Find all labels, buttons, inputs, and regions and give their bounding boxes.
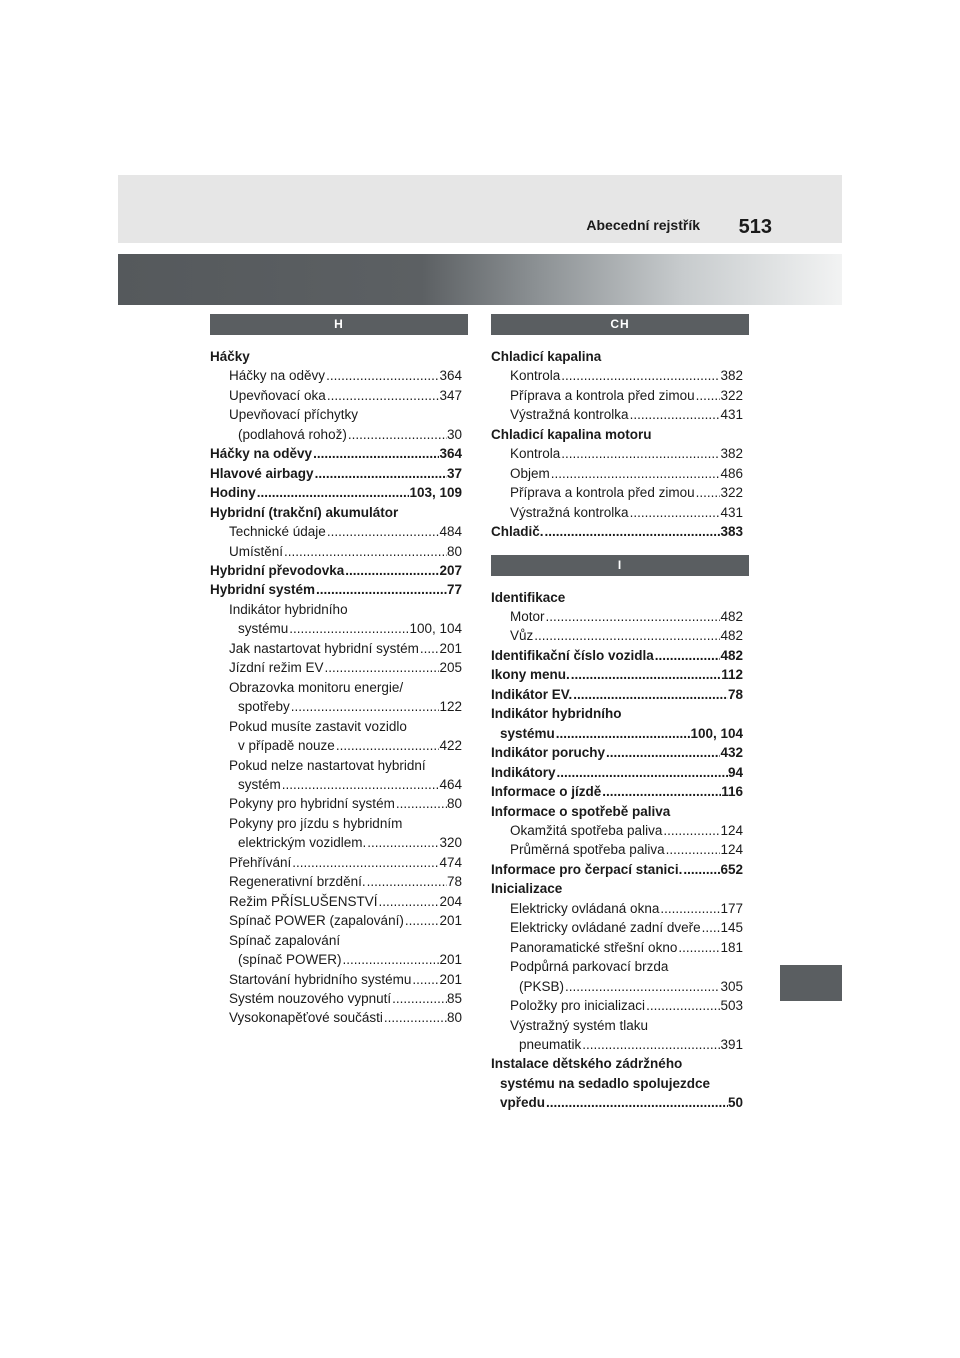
index-entry[interactable] [491, 860, 749, 879]
dot-leader [545, 607, 721, 626]
entry-label: Panoramatické střešní okno [510, 939, 678, 955]
section-spacer [491, 542, 749, 555]
index-entry[interactable] [210, 639, 468, 658]
dot-leader [556, 763, 728, 782]
dot-leader [256, 483, 410, 502]
entry-label: Hybridní (trakční) akumulátor [210, 504, 399, 520]
dot-leader [677, 938, 720, 957]
index-entry[interactable] [491, 1074, 749, 1093]
index-entry[interactable] [210, 833, 468, 852]
dot-leader [347, 425, 447, 444]
page-reference: 80 [446, 796, 462, 812]
entry-label: Inicializace [491, 881, 563, 897]
index-entry[interactable] [210, 425, 468, 444]
entry-label: Okamžitá spotřeba paliva [510, 822, 663, 838]
index-entry[interactable] [210, 503, 468, 522]
page-reference: 78 [446, 874, 462, 890]
page-reference: 100, 104 [409, 621, 462, 637]
entry-label: Pokyny pro hybridní systém [229, 796, 395, 812]
entry-label: Hlavové airbagy [210, 465, 314, 481]
entry-label: Instalace dětského zádržného [491, 1056, 683, 1072]
entry-label: Přehřívání [229, 854, 292, 870]
entry-label: Identifikační číslo vozidla [491, 647, 654, 663]
dot-leader [570, 665, 721, 684]
entry-label: Spínač POWER (zapalování) [229, 913, 404, 929]
index-entry[interactable] [491, 763, 749, 782]
dot-leader [662, 821, 720, 840]
entry-label: systému [238, 621, 289, 637]
index-column-right [491, 314, 749, 1113]
dot-leader [291, 853, 439, 872]
dot-leader [701, 918, 721, 937]
entry-label: Informace pro čerpací stanici. [491, 861, 683, 877]
index-entry[interactable] [491, 802, 749, 821]
dot-leader [281, 775, 440, 794]
page-reference: 207 [439, 562, 462, 578]
dot-leader [419, 639, 440, 658]
dot-leader [695, 386, 721, 405]
index-entry[interactable] [491, 444, 749, 463]
entry-label: Výstražný systém tlaku [510, 1017, 649, 1033]
index-entry[interactable] [491, 996, 749, 1015]
index-entry[interactable] [210, 717, 468, 736]
entry-label: Technické údaje [229, 524, 326, 540]
page-reference: 383 [720, 524, 743, 540]
dot-leader [314, 464, 447, 483]
entry-label: Příprava a kontrola před zimou [510, 485, 695, 501]
entry-label: Výstražná kontrolka [510, 407, 629, 423]
index-entry[interactable] [210, 697, 468, 716]
index-entry[interactable] [210, 794, 468, 813]
index-entry[interactable] [491, 464, 749, 483]
page-reference: 85 [446, 990, 462, 1006]
dot-leader [572, 685, 728, 704]
entry-label: Hybridní převodovka [210, 562, 345, 578]
index-entry[interactable] [491, 782, 749, 801]
dot-leader [326, 386, 440, 405]
dot-leader [378, 892, 440, 911]
entry-label: Upevňovací příchytky [229, 407, 359, 423]
entry-label: elektrickým vozidlem. [238, 835, 367, 851]
page-reference: 100, 104 [690, 725, 743, 741]
index-entry[interactable] [491, 879, 749, 898]
index-entry[interactable] [210, 366, 468, 385]
index-entry[interactable] [491, 626, 749, 645]
dot-leader [629, 405, 721, 424]
page-reference: 181 [720, 939, 743, 955]
entry-label: Indikátory [491, 764, 556, 780]
entry-label: Chladicí kapalina [491, 349, 602, 364]
page-reference: 124 [720, 822, 743, 838]
index-entry[interactable] [491, 977, 749, 996]
index-entry[interactable] [210, 464, 468, 483]
entry-label: Kontrola [510, 446, 561, 462]
index-entry[interactable] [491, 405, 749, 424]
section-letter-bar: CH [491, 314, 749, 335]
entry-label: Elektricky ovládaná okna [510, 900, 660, 916]
index-entry[interactable] [491, 665, 749, 684]
index-entry[interactable] [491, 588, 749, 607]
index-entry[interactable] [491, 483, 749, 502]
entry-label: Umístění [229, 543, 284, 559]
entry-label: pneumatik [519, 1036, 582, 1052]
dot-leader [629, 503, 721, 522]
page-reference: 94 [727, 764, 743, 780]
index-entry[interactable] [491, 1093, 749, 1112]
index-entry[interactable] [210, 872, 468, 891]
page-reference: 322 [720, 485, 743, 501]
entry-label: Vůz [510, 628, 534, 644]
page-reference: 78 [727, 686, 743, 702]
dot-leader [545, 1093, 728, 1112]
dot-leader [659, 899, 720, 918]
page-reference: 145 [720, 920, 743, 936]
dot-leader [533, 626, 720, 645]
page-reference: 482 [720, 647, 743, 663]
page-reference: 364 [439, 368, 462, 384]
entry-label: Systém nouzového vypnutí [229, 990, 392, 1006]
index-entry[interactable] [210, 911, 468, 930]
dot-leader [283, 542, 447, 561]
index-entry[interactable] [210, 522, 468, 541]
page-reference: 347 [439, 387, 462, 403]
index-entry[interactable] [210, 814, 468, 833]
entry-label: systému [500, 725, 555, 741]
index-entry[interactable] [491, 957, 749, 976]
header-gradient-band [118, 254, 842, 305]
entry-label: Motor [510, 608, 545, 624]
entry-label: Regenerativní brzdění. [229, 874, 366, 890]
section-thumb-tab [780, 965, 842, 1001]
index-entry[interactable] [491, 366, 749, 385]
index-entry[interactable] [491, 743, 749, 762]
section-letter-bar: I [491, 555, 749, 576]
entry-label: Jak nastartovat hybridní systém [229, 640, 419, 656]
section-bar-spacer [210, 335, 468, 347]
dot-leader [391, 989, 447, 1008]
index-entry[interactable] [491, 704, 749, 723]
entry-label: systém [238, 776, 281, 792]
entry-label: Chladicí kapalina motoru [491, 426, 652, 442]
entry-label: Vysokonapěťové součásti [229, 1010, 383, 1026]
dot-leader [290, 697, 440, 716]
page-reference: 37 [446, 465, 462, 481]
entry-label: (PKSB) [519, 978, 565, 994]
index-entry[interactable] [210, 619, 468, 638]
index-entry[interactable] [491, 840, 749, 859]
entry-label: Elektricky ovládané zadní dveře [510, 920, 701, 936]
entry-label: Výstražná kontrolka [510, 504, 629, 520]
index-column-left [210, 314, 468, 1028]
dot-leader [315, 580, 447, 599]
page-reference: 431 [720, 504, 743, 520]
entry-label: spotřeby [238, 699, 290, 715]
entry-label: Kontrola [510, 368, 561, 384]
index-entry[interactable] [210, 989, 468, 1008]
entry-label: Informace o jízdě [491, 784, 602, 800]
dot-leader [654, 646, 721, 665]
entry-label: Režim PŘÍSLUŠENSTVÍ [229, 893, 378, 909]
dot-leader [366, 833, 439, 852]
index-entry[interactable] [491, 425, 749, 444]
entry-label: Startování hybridního systému [229, 971, 412, 987]
entry-label: Hodiny [210, 485, 256, 501]
section-letter-bar: H [210, 314, 468, 335]
dot-leader [312, 444, 439, 463]
index-entry[interactable] [491, 899, 749, 918]
index-entry[interactable] [491, 685, 749, 704]
page-reference: 112 [721, 667, 743, 683]
index-entry[interactable] [210, 444, 468, 463]
page-reference: 177 [720, 900, 743, 916]
index-entry[interactable] [210, 931, 468, 950]
dot-leader [605, 743, 720, 762]
dot-leader [695, 483, 721, 502]
dot-leader [550, 464, 721, 483]
page-reference: 382 [720, 446, 743, 462]
index-entry[interactable] [210, 756, 468, 775]
page-reference: 391 [720, 1036, 743, 1052]
index-entry[interactable] [491, 522, 749, 541]
page-reference: 201 [439, 971, 462, 987]
page-reference: 652 [720, 861, 743, 877]
entry-label: Chladič. [491, 524, 544, 540]
page-reference: 432 [720, 745, 743, 761]
index-entry[interactable] [491, 347, 749, 366]
dot-leader [326, 522, 440, 541]
page-reference: 382 [720, 368, 743, 384]
dot-leader [383, 1008, 447, 1027]
section-bar-spacer [491, 576, 749, 588]
entry-label: v případě nouze [238, 738, 335, 754]
page-header [118, 175, 842, 243]
entry-label: Obrazovka monitoru energie/ [229, 679, 404, 695]
page-reference: 50 [727, 1095, 743, 1111]
index-entry[interactable] [210, 1008, 468, 1027]
entry-label: Spínač zapalování [229, 932, 341, 948]
entry-label: Průměrná spotřeba paliva [510, 842, 665, 858]
entry-label: Pokud nelze nastartovat hybridní [229, 757, 426, 773]
entry-label: Indikátor EV. [491, 686, 573, 702]
page-reference: 422 [439, 738, 462, 754]
dot-leader [544, 522, 721, 541]
index-entry[interactable] [210, 580, 468, 599]
page-reference: 201 [439, 640, 462, 656]
entry-label: Indikátor poruchy [491, 745, 606, 761]
dot-leader [325, 366, 439, 385]
dot-leader [601, 782, 721, 801]
page-reference: 103, 109 [409, 485, 462, 501]
entry-label: Hybridní systém [210, 582, 316, 598]
page-reference: 205 [439, 660, 462, 676]
page-reference: 204 [439, 893, 462, 909]
page-reference: 484 [439, 524, 462, 540]
page-reference: 124 [720, 842, 743, 858]
page-reference: 503 [720, 998, 743, 1014]
index-entry[interactable] [210, 483, 468, 502]
page-reference: 30 [446, 426, 462, 442]
dot-leader [564, 977, 720, 996]
dot-leader [288, 619, 409, 638]
index-entry[interactable] [491, 1016, 749, 1035]
index-entry[interactable] [210, 970, 468, 989]
entry-label: Objem [510, 465, 550, 481]
index-entry[interactable] [210, 542, 468, 561]
index-entry[interactable] [210, 892, 468, 911]
page-reference: 77 [446, 582, 462, 598]
dot-leader [335, 736, 440, 755]
index-entry[interactable] [210, 347, 468, 366]
dot-leader [682, 860, 720, 879]
entry-label: systému na sedadlo spolujezdce [500, 1075, 711, 1091]
index-entry[interactable] [210, 386, 468, 405]
index-entry[interactable] [210, 405, 468, 424]
page-reference: 320 [439, 835, 462, 851]
entry-label: Podpůrná parkovací brzda [510, 959, 669, 975]
page-reference: 464 [439, 776, 462, 792]
index-entry[interactable] [491, 1035, 749, 1054]
index-entry[interactable] [210, 600, 468, 619]
page-reference: 364 [439, 446, 462, 462]
index-entry[interactable] [491, 1054, 749, 1073]
entry-label: Indikátor hybridního [491, 706, 622, 722]
index-entry[interactable] [491, 938, 749, 957]
dot-leader [560, 444, 720, 463]
index-entry[interactable] [491, 607, 749, 626]
header-title: Abecední rejstřík [586, 217, 700, 233]
page-reference: 482 [720, 608, 743, 624]
index-entry[interactable] [210, 736, 468, 755]
page-reference: 482 [720, 628, 743, 644]
page-reference: 80 [446, 1010, 462, 1026]
index-entry[interactable] [210, 658, 468, 677]
section-bar-spacer [491, 335, 749, 347]
page-reference: 80 [446, 543, 462, 559]
index-entry[interactable] [491, 646, 749, 665]
dot-leader [581, 1035, 720, 1054]
page-reference: 322 [720, 387, 743, 403]
entry-label: Ikony menu. [491, 667, 570, 683]
entry-label: Položky pro inicializaci [510, 998, 646, 1014]
page-reference: 116 [721, 784, 743, 800]
dot-leader [342, 950, 440, 969]
page-reference: 431 [720, 407, 743, 423]
dot-leader [344, 561, 439, 580]
index-entry[interactable] [491, 503, 749, 522]
page-reference: 122 [439, 699, 462, 715]
index-entry[interactable] [210, 678, 468, 697]
entry-label: Háčky na oděvy [210, 446, 313, 462]
entry-label: (podlahová rohož) [238, 426, 347, 442]
dot-leader [555, 724, 691, 743]
entry-label: Identifikace [491, 589, 566, 605]
page-reference: 474 [439, 854, 462, 870]
dot-leader [665, 840, 721, 859]
entry-label: Háčky na oděvy [229, 368, 326, 384]
index-entry[interactable] [210, 853, 468, 872]
dot-leader [411, 970, 439, 989]
entry-label: Příprava a kontrola před zimou [510, 387, 695, 403]
index-entry[interactable] [210, 775, 468, 794]
index-entry[interactable] [210, 561, 468, 580]
dot-leader [366, 872, 447, 891]
entry-label: Háčky [210, 349, 250, 364]
index-entry[interactable] [491, 918, 749, 937]
dot-leader [645, 996, 720, 1015]
entry-label: Jízdní režim EV [229, 660, 324, 676]
index-entry[interactable] [491, 386, 749, 405]
dot-leader [395, 794, 447, 813]
index-entry[interactable] [491, 724, 749, 743]
page-reference: 305 [720, 978, 743, 994]
page-reference: 201 [439, 913, 462, 929]
entry-label: Pokud musíte zastavit vozidlo [229, 718, 407, 734]
index-entry[interactable] [210, 950, 468, 969]
dot-leader [560, 366, 720, 385]
index-entry[interactable] [491, 821, 749, 840]
entry-label: Indikátor hybridního [229, 601, 348, 617]
page-reference: 486 [720, 465, 743, 481]
entry-label: vpředu [500, 1095, 546, 1111]
entry-label: Informace o spotřebě paliva [491, 803, 671, 819]
entry-label: Pokyny pro jízdu s hybridním [229, 815, 403, 831]
page-reference: 201 [439, 952, 462, 968]
dot-leader [404, 911, 440, 930]
dot-leader [324, 658, 440, 677]
entry-label: Upevňovací oka [229, 387, 326, 403]
page-number: 513 [738, 216, 772, 238]
entry-label: (spínač POWER) [238, 952, 342, 968]
